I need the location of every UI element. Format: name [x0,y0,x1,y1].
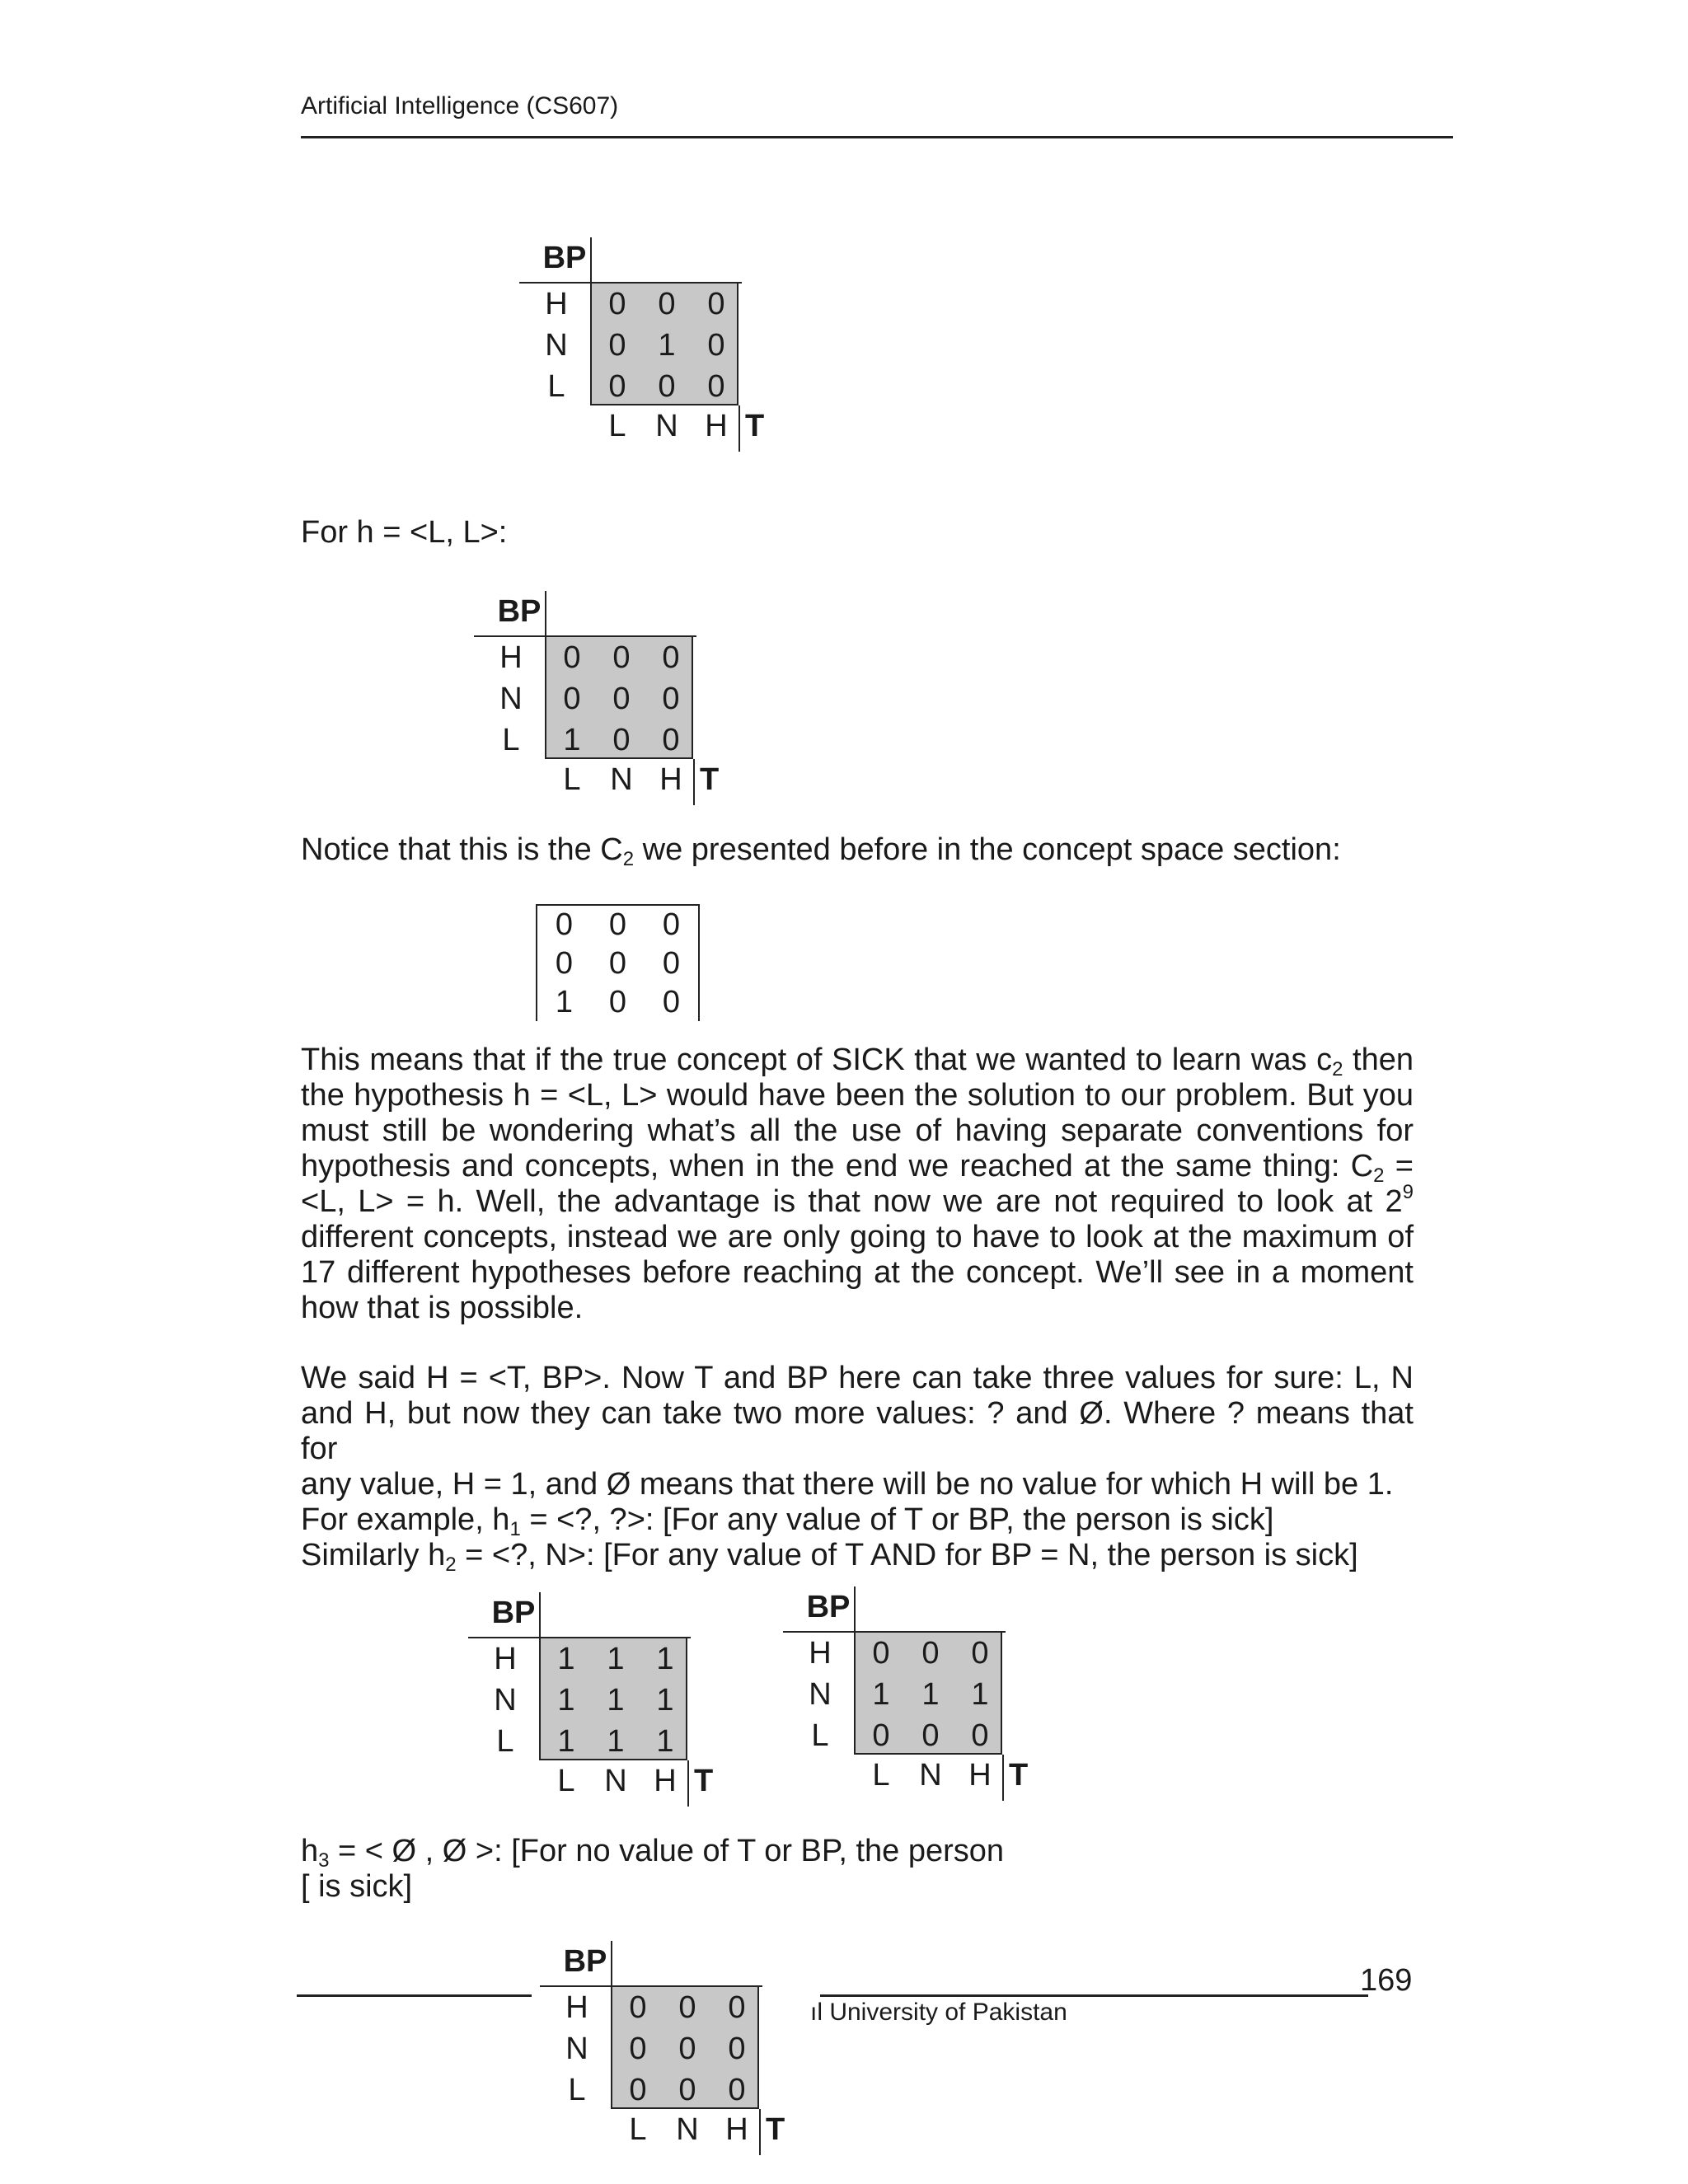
col-label: L [608,409,626,443]
matrix-cell: 0 [662,907,681,942]
concept-matrix [536,904,700,1021]
grid-cell: 0 [629,2073,647,2107]
notice-sentence [301,832,1341,868]
grid-cell: 0 [612,723,631,757]
grid-cell: 0 [678,2073,696,2107]
grid-cell: 0 [921,1718,940,1753]
col-label: L [629,2112,647,2147]
grid-figure-5 [540,1941,787,2155]
row-label: L [496,1724,514,1759]
subscript: 2 [1332,1058,1343,1080]
grid-cell: 0 [629,1990,647,2025]
text-run: = <?, ?>: [For any value of T or BP, the person is sick] [520,1502,1274,1537]
row-label: N [494,1683,517,1718]
subscript: 2 [445,1554,457,1576]
grid-cell: 0 [608,287,626,321]
grid-cell: 1 [607,1683,625,1718]
matrix-cell: 0 [662,985,681,1019]
grid-cell: 0 [872,1636,890,1671]
grid-cell: 0 [707,287,725,321]
grid-cell: 1 [971,1677,989,1712]
page-number: 169 [1360,1963,1413,1998]
text-line: We said H = <T, BP>. Now T and BP here can take three values for sure: L, N [301,1361,1414,1395]
axis-line [738,405,740,452]
axis-line [854,1586,856,1632]
axis-line [687,1760,689,1807]
subscript: 2 [622,848,635,870]
grid-cell: 1 [872,1677,890,1712]
grid-cell: 0 [608,369,626,404]
text-run: = <?, N>: [For any value of T AND for BP = N, the person is sick] [456,1538,1358,1572]
row-label: N [565,2032,588,2066]
grid-cell: 0 [563,640,581,675]
row-label: H [545,287,568,321]
grid-cell: 1 [656,1683,674,1718]
row-label: N [809,1677,832,1712]
text-line [301,1149,1414,1187]
text-line [301,1538,1414,1576]
subscript: 1 [509,1518,521,1540]
bp-axis-label: BP [491,1596,536,1630]
row-label: H [809,1636,832,1671]
row-label: L [568,2073,586,2107]
grid-cell: 1 [557,1683,575,1718]
grid-figure-2 [474,591,746,805]
axis-line [545,591,546,636]
matrix-cell: 0 [662,946,681,981]
grid-cell: 0 [662,682,680,716]
grid-cell: 0 [629,2032,647,2066]
t-axis-label: T [766,2112,785,2147]
col-label: L [872,1758,890,1793]
text-run: Similarly h [301,1538,446,1572]
text-line: must still be wondering what’s all the use of having separate conventions for [301,1113,1414,1148]
row-label: N [545,328,568,363]
text-run: then [1343,1043,1414,1077]
text-line: and H, but now they can take two more values: ? and Ø. Where ? means that for [301,1396,1414,1466]
grid-cell: 1 [607,1724,625,1759]
axis-line [759,2109,761,2155]
row-label: H [494,1642,517,1676]
col-label: N [919,1758,942,1793]
footer-organization: ıl University of Pakistan [810,1999,1067,2026]
grid-figure-3 [468,1592,740,1807]
axis-line [611,1941,612,1986]
matrix-cell: 0 [608,985,627,1019]
paragraph-2 [301,1361,1414,1576]
matrix-cell: 0 [555,946,574,981]
grid-cell: 0 [872,1718,890,1753]
grid-cell: 0 [612,682,631,716]
text-line: how that is possible. [301,1291,584,1325]
grid-cell: 0 [971,1718,989,1753]
grid-cell: 0 [563,682,581,716]
text-run: This means that if the true concept of SICK that we wanted to learn was c [301,1043,1333,1077]
grid-cell: 0 [612,640,631,675]
h3-caption-line-2: [ is sick] [301,1869,413,1904]
bp-axis-label: BP [497,594,542,629]
running-header: Artificial Intelligence (CS607) [301,92,619,120]
bp-axis-label: BP [563,1944,607,1979]
matrix-cell: 0 [608,907,627,942]
grid-cell: 0 [662,723,680,757]
notice-text-b: we presented before in the concept space section: [634,832,1341,867]
bp-axis-label: BP [542,241,587,275]
row-label: L [502,723,520,757]
text-run: For example, h [301,1502,510,1537]
grid-cell: 0 [707,328,725,363]
col-label: H [659,762,682,797]
col-label: H [654,1764,677,1798]
grid-cell: 1 [658,328,676,363]
h3-caption-line-1 [301,1834,1005,1872]
grid-cell: 0 [678,2032,696,2066]
axis-line [693,759,695,805]
grid-cell: 0 [921,1636,940,1671]
text-run: = < Ø , Ø >: [For no value of T or BP, the person [329,1834,1005,1868]
grid-cell: 1 [557,1724,575,1759]
grid-cell: 0 [728,2032,746,2066]
col-label: H [725,2112,748,2147]
axis-line [539,1592,541,1638]
col-label: H [968,1758,992,1793]
text-line: any value, H = 1, and Ø means that there will be no value for which H will be 1. [301,1467,1394,1502]
text-run: hypothesis and concepts, when in the end we reached at the same thing: C [301,1149,1374,1183]
text-run: <L, L> = h. Well, the advantage is that now we are not required to look at 2 [301,1184,1403,1219]
grid-cell: 1 [607,1642,625,1676]
subscript: 3 [318,1849,330,1872]
paragraph-1 [301,1043,1414,1326]
grid-cell: 0 [728,2073,746,2107]
grid-cell: 1 [563,723,581,757]
matrix-cell: 0 [555,907,574,942]
text-line [301,1043,1414,1078]
row-label: H [565,1990,588,2025]
grid-cell: 1 [656,1724,674,1759]
grid-cell: 0 [707,369,725,404]
grid-cell: 0 [662,640,680,675]
header-rule [301,136,1453,138]
superscript: 9 [1402,1181,1414,1203]
grid-figure-1 [519,237,791,452]
t-axis-label: T [700,762,720,797]
row-label: L [547,369,565,404]
grid-cell: 1 [656,1642,674,1676]
row-label: L [811,1718,829,1753]
footer-rule [297,1994,532,1997]
grid-cell: 0 [971,1636,989,1671]
col-label: L [557,1764,575,1798]
t-axis-label: T [1009,1758,1029,1793]
col-label: N [604,1764,627,1798]
col-label: N [655,409,678,443]
axis-line [1002,1755,1004,1801]
grid-cell: 0 [728,1990,746,2025]
col-label: N [610,762,633,797]
matrix-cell: 1 [555,985,574,1019]
matrix-cell: 0 [608,946,627,981]
axis-line [590,237,592,283]
notice-text-a: Notice that this is the C [301,832,623,867]
text-run: h [301,1834,319,1868]
grid-cell: 0 [678,1990,696,2025]
row-label: N [499,682,523,716]
footer-rule [820,1994,1368,1997]
grid-cell: 0 [658,287,676,321]
text-line [301,1502,1414,1538]
text-line: the hypothesis h = <L, L> would have been the solution to our problem. But you [301,1078,1414,1113]
t-axis-label: T [745,409,765,443]
grid-cell: 1 [921,1677,940,1712]
col-label: L [563,762,581,797]
text-line [301,1181,1414,1220]
t-axis-label: T [694,1764,714,1798]
for-h-caption: For h = <L, L>: [301,515,508,550]
col-label: H [705,409,728,443]
grid-cell: 0 [658,369,676,404]
row-label: H [499,640,523,675]
text-line: 17 different hypotheses before reaching at the concept. We’ll see in a moment [301,1255,1414,1290]
grid-cell: 1 [557,1642,575,1676]
subscript: 2 [1373,1165,1385,1187]
text-run: = [1384,1149,1414,1183]
col-label: N [676,2112,699,2147]
bp-axis-label: BP [806,1590,851,1624]
text-line: different concepts, instead we are only going to have to look at the maximum of [301,1220,1414,1254]
grid-cell: 0 [608,328,626,363]
grid-figure-4 [783,1586,1055,1801]
